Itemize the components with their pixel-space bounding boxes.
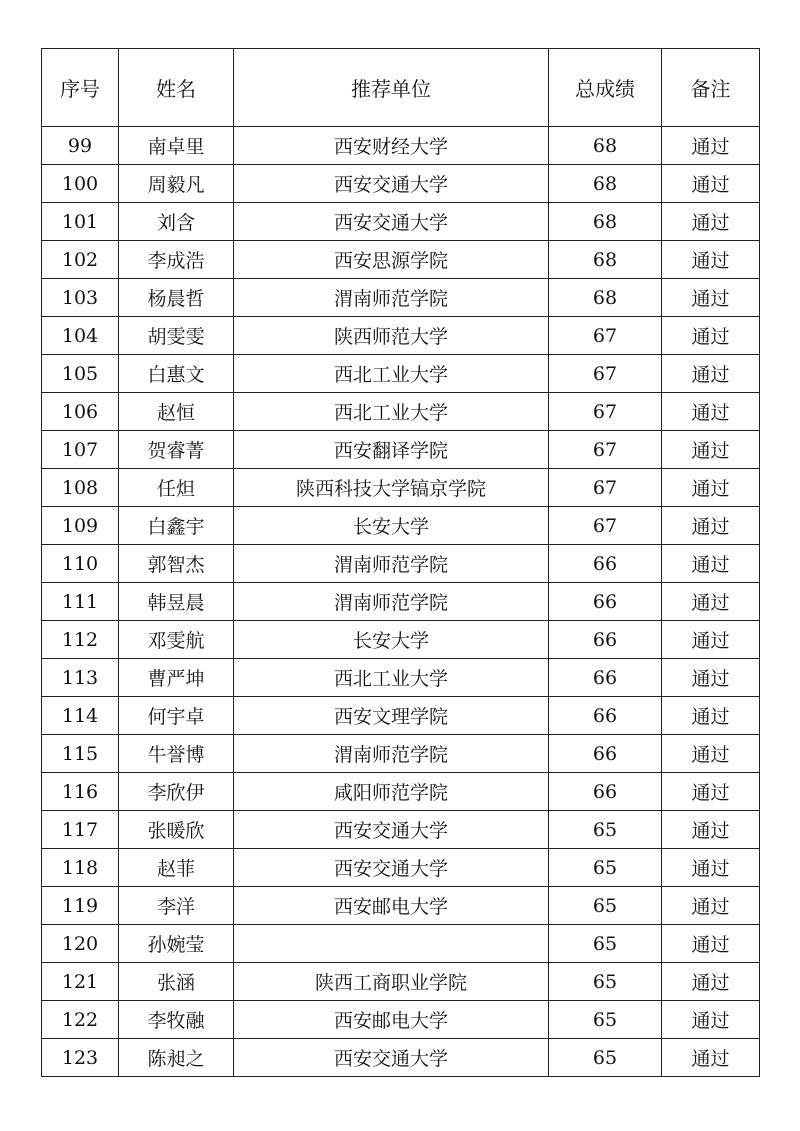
- cell-score: 65: [549, 925, 662, 963]
- table-row: [42, 583, 760, 621]
- cell-unit: 长安大学: [234, 507, 549, 545]
- cell-name: 白惠文: [119, 355, 234, 393]
- cell-remark: 通过: [662, 279, 760, 317]
- cell-unit: 西安邮电大学: [234, 887, 549, 925]
- cell-number: 115: [42, 735, 119, 773]
- cell-unit: 渭南师范学院: [234, 279, 549, 317]
- cell-unit: 西安交通大学: [234, 165, 549, 203]
- cell-remark: 通过: [662, 811, 760, 849]
- cell-score: 66: [549, 545, 662, 583]
- cell-unit: 陕西工商职业学院: [234, 963, 549, 1001]
- cell-unit: 长安大学: [234, 621, 549, 659]
- cell-score: 67: [549, 355, 662, 393]
- cell-score: 66: [549, 735, 662, 773]
- cell-name: 韩昱晨: [119, 583, 234, 621]
- table-row: [42, 887, 760, 925]
- table-row: [42, 127, 760, 165]
- cell-remark: 通过: [662, 431, 760, 469]
- cell-number: 114: [42, 697, 119, 735]
- cell-remark: 通过: [662, 1039, 760, 1077]
- cell-score: 66: [549, 773, 662, 811]
- cell-unit: 西安邮电大学: [234, 1001, 549, 1039]
- cell-name: 周毅凡: [119, 165, 234, 203]
- cell-unit: 西安翻译学院: [234, 431, 549, 469]
- cell-name: 贺睿菁: [119, 431, 234, 469]
- cell-unit: 西安交通大学: [234, 1039, 549, 1077]
- cell-number: 110: [42, 545, 119, 583]
- table-row: [42, 545, 760, 583]
- cell-number: 122: [42, 1001, 119, 1039]
- table-row: [42, 317, 760, 355]
- cell-number: 120: [42, 925, 119, 963]
- cell-score: 66: [549, 621, 662, 659]
- cell-unit: 西北工业大学: [234, 355, 549, 393]
- cell-number: 112: [42, 621, 119, 659]
- cell-number: 109: [42, 507, 119, 545]
- cell-score: 66: [549, 697, 662, 735]
- cell-remark: 通过: [662, 127, 760, 165]
- cell-unit: 西安交通大学: [234, 811, 549, 849]
- cell-score: 68: [549, 241, 662, 279]
- table-row: [42, 963, 760, 1001]
- cell-name: 李成浩: [119, 241, 234, 279]
- header-remarks: 备注: [662, 49, 760, 127]
- cell-number: 100: [42, 165, 119, 203]
- table-row: [42, 507, 760, 545]
- cell-unit: 陕西科技大学镐京学院: [234, 469, 549, 507]
- cell-name: 曹严坤: [119, 659, 234, 697]
- cell-unit: 西北工业大学: [234, 659, 549, 697]
- table-body: [42, 127, 760, 1077]
- cell-name: 李牧融: [119, 1001, 234, 1039]
- cell-score: 66: [549, 583, 662, 621]
- cell-score: 65: [549, 811, 662, 849]
- cell-unit: 渭南师范学院: [234, 545, 549, 583]
- cell-name: 张涵: [119, 963, 234, 1001]
- table-row: [42, 621, 760, 659]
- cell-name: 白鑫宇: [119, 507, 234, 545]
- cell-score: 68: [549, 279, 662, 317]
- cell-score: 67: [549, 469, 662, 507]
- cell-number: 121: [42, 963, 119, 1001]
- cell-score: 67: [549, 507, 662, 545]
- cell-score: 65: [549, 887, 662, 925]
- cell-number: 111: [42, 583, 119, 621]
- table-row: [42, 659, 760, 697]
- cell-remark: 通过: [662, 393, 760, 431]
- cell-remark: 通过: [662, 317, 760, 355]
- cell-name: 胡雯雯: [119, 317, 234, 355]
- cell-name: 南卓里: [119, 127, 234, 165]
- cell-name: 郭智杰: [119, 545, 234, 583]
- cell-score: 68: [549, 127, 662, 165]
- table-row: [42, 469, 760, 507]
- cell-unit: 西安交通大学: [234, 203, 549, 241]
- table-row: [42, 165, 760, 203]
- cell-remark: 通过: [662, 583, 760, 621]
- cell-remark: 通过: [662, 203, 760, 241]
- cell-remark: 通过: [662, 241, 760, 279]
- table-row: [42, 811, 760, 849]
- cell-number: 118: [42, 849, 119, 887]
- cell-number: 99: [42, 127, 119, 165]
- cell-name: 陈昶之: [119, 1039, 234, 1077]
- table-row: [42, 355, 760, 393]
- cell-unit: 西安文理学院: [234, 697, 549, 735]
- header-number: 序号: [42, 49, 119, 127]
- cell-number: 113: [42, 659, 119, 697]
- cell-name: 杨晨哲: [119, 279, 234, 317]
- cell-number: 123: [42, 1039, 119, 1077]
- cell-remark: 通过: [662, 659, 760, 697]
- header-name: 姓名: [119, 49, 234, 127]
- cell-number: 106: [42, 393, 119, 431]
- cell-score: 67: [549, 431, 662, 469]
- cell-name: 牛誉博: [119, 735, 234, 773]
- cell-number: 107: [42, 431, 119, 469]
- cell-remark: 通过: [662, 469, 760, 507]
- cell-number: 105: [42, 355, 119, 393]
- cell-score: 68: [549, 203, 662, 241]
- header-recommending-unit: 推荐单位: [234, 49, 549, 127]
- table-header-row: [42, 49, 760, 127]
- table-row: [42, 279, 760, 317]
- cell-remark: 通过: [662, 963, 760, 1001]
- cell-number: 102: [42, 241, 119, 279]
- cell-remark: 通过: [662, 849, 760, 887]
- cell-unit: [234, 925, 549, 963]
- cell-unit: 西安财经大学: [234, 127, 549, 165]
- table-row: [42, 735, 760, 773]
- header-total-score: 总成绩: [549, 49, 662, 127]
- cell-name: 孙婉莹: [119, 925, 234, 963]
- cell-name: 赵恒: [119, 393, 234, 431]
- cell-unit: 西安思源学院: [234, 241, 549, 279]
- table-row: [42, 393, 760, 431]
- cell-number: 104: [42, 317, 119, 355]
- cell-number: 103: [42, 279, 119, 317]
- table-row: [42, 241, 760, 279]
- cell-name: 任炟: [119, 469, 234, 507]
- cell-number: 101: [42, 203, 119, 241]
- cell-score: 65: [549, 963, 662, 1001]
- cell-remark: 通过: [662, 773, 760, 811]
- cell-unit: 渭南师范学院: [234, 583, 549, 621]
- cell-remark: 通过: [662, 545, 760, 583]
- table-row: [42, 925, 760, 963]
- cell-remark: 通过: [662, 621, 760, 659]
- cell-unit: 陕西师范大学: [234, 317, 549, 355]
- cell-remark: 通过: [662, 925, 760, 963]
- cell-score: 65: [549, 1001, 662, 1039]
- cell-name: 赵菲: [119, 849, 234, 887]
- table-row: [42, 1001, 760, 1039]
- cell-number: 119: [42, 887, 119, 925]
- cell-remark: 通过: [662, 507, 760, 545]
- cell-score: 67: [549, 317, 662, 355]
- cell-number: 116: [42, 773, 119, 811]
- table-row: [42, 1039, 760, 1077]
- cell-remark: 通过: [662, 1001, 760, 1039]
- cell-unit: 渭南师范学院: [234, 735, 549, 773]
- table-row: [42, 849, 760, 887]
- cell-score: 68: [549, 165, 662, 203]
- cell-name: 刘含: [119, 203, 234, 241]
- cell-unit: 西安交通大学: [234, 849, 549, 887]
- cell-unit: 咸阳师范学院: [234, 773, 549, 811]
- table-row: [42, 431, 760, 469]
- cell-score: 67: [549, 393, 662, 431]
- cell-remark: 通过: [662, 887, 760, 925]
- cell-number: 117: [42, 811, 119, 849]
- cell-name: 张暖欣: [119, 811, 234, 849]
- cell-score: 66: [549, 659, 662, 697]
- cell-remark: 通过: [662, 735, 760, 773]
- cell-name: 李洋: [119, 887, 234, 925]
- cell-number: 108: [42, 469, 119, 507]
- cell-score: 65: [549, 849, 662, 887]
- cell-score: 65: [549, 1039, 662, 1077]
- results-table: [41, 48, 760, 1077]
- cell-remark: 通过: [662, 355, 760, 393]
- cell-remark: 通过: [662, 697, 760, 735]
- cell-name: 何宇卓: [119, 697, 234, 735]
- table-row: [42, 773, 760, 811]
- table-row: [42, 203, 760, 241]
- cell-remark: 通过: [662, 165, 760, 203]
- table-row: [42, 697, 760, 735]
- cell-name: 邓雯航: [119, 621, 234, 659]
- cell-unit: 西北工业大学: [234, 393, 549, 431]
- cell-name: 李欣伊: [119, 773, 234, 811]
